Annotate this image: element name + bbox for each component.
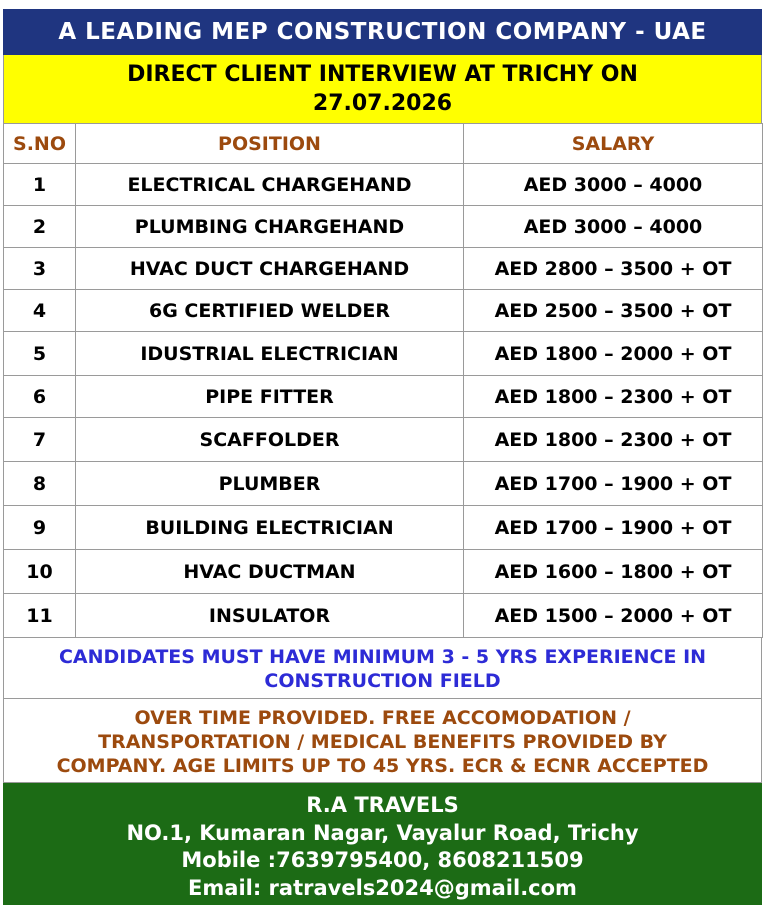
row-sno: 6: [4, 376, 76, 418]
row-position: SCAFFOLDER: [76, 418, 464, 462]
row-salary: AED 1800 – 2300 + OT: [464, 418, 763, 462]
row-position: 6G CERTIFIED WELDER: [76, 290, 464, 332]
interview-banner: [3, 55, 762, 123]
row-position: INSULATOR: [76, 594, 464, 638]
interview-date: 27.07.2026: [312, 91, 453, 116]
table-row: [4, 164, 763, 206]
requirement-line-1: CANDIDATES MUST HAVE MINIMUM 3 - 5 YRS EXPERIENCE IN: [58, 646, 707, 668]
row-salary: AED 3000 – 4000: [464, 164, 763, 206]
column-header-salary: SALARY: [464, 124, 763, 164]
agency-contact: [3, 783, 762, 905]
row-sno: 9: [4, 506, 76, 550]
row-position: PLUMBING CHARGEHAND: [76, 206, 464, 248]
row-sno: 7: [4, 418, 76, 462]
table-header-row: [4, 124, 763, 164]
table-row: [4, 462, 763, 506]
benefits-line-3: COMPANY. AGE LIMITS UP TO 45 YRS. ECR & ECNR ACCEPTED: [56, 755, 709, 777]
table-row: [4, 248, 763, 290]
row-sno: 2: [4, 206, 76, 248]
row-salary: AED 1600 – 1800 + OT: [464, 550, 763, 594]
row-position: ELECTRICAL CHARGEHAND: [76, 164, 464, 206]
table-row: [4, 506, 763, 550]
agency-address: NO.1, Kumaran Nagar, Vayalur Road, Trichy: [126, 820, 639, 845]
job-poster: [3, 9, 762, 905]
table-row: [4, 418, 763, 462]
row-sno: 10: [4, 550, 76, 594]
row-sno: 1: [4, 164, 76, 206]
row-sno: 3: [4, 248, 76, 290]
row-position: IDUSTRIAL ELECTRICIAN: [76, 332, 464, 376]
table-row: [4, 376, 763, 418]
company-title: A LEADING MEP CONSTRUCTION COMPANY - UAE: [3, 9, 762, 55]
row-salary: AED 3000 – 4000: [464, 206, 763, 248]
table-row: [4, 206, 763, 248]
benefits-line-2: TRANSPORTATION / MEDICAL BENEFITS PROVIDED BY: [98, 731, 667, 753]
table-row: [4, 550, 763, 594]
agency-email: Email: ratravels2024@gmail.com: [188, 875, 577, 900]
row-position: BUILDING ELECTRICIAN: [76, 506, 464, 550]
row-position: HVAC DUCT CHARGEHAND: [76, 248, 464, 290]
interview-line-1: DIRECT CLIENT INTERVIEW AT TRICHY ON: [127, 62, 638, 87]
row-salary: AED 1500 – 2000 + OT: [464, 594, 763, 638]
experience-requirement: [3, 638, 762, 699]
agency-mobile: Mobile :7639795400, 8608211509: [181, 848, 584, 872]
agency-name: R.A TRAVELS: [306, 793, 459, 817]
row-sno: 4: [4, 290, 76, 332]
row-position: PLUMBER: [76, 462, 464, 506]
column-header-sno: S.NO: [4, 124, 76, 164]
row-sno: 8: [4, 462, 76, 506]
row-salary: AED 1700 – 1900 + OT: [464, 462, 763, 506]
row-salary: AED 1800 – 2000 + OT: [464, 332, 763, 376]
row-salary: AED 2500 – 3500 + OT: [464, 290, 763, 332]
table-row: [4, 332, 763, 376]
requirement-line-2: CONSTRUCTION FIELD: [264, 670, 501, 692]
benefits-line-1: OVER TIME PROVIDED. FREE ACCOMODATION /: [134, 707, 631, 729]
row-salary: AED 1700 – 1900 + OT: [464, 506, 763, 550]
row-position: HVAC DUCTMAN: [76, 550, 464, 594]
row-sno: 11: [4, 594, 76, 638]
row-salary: AED 2800 – 3500 + OT: [464, 248, 763, 290]
positions-table: [3, 123, 763, 638]
table-row: [4, 594, 763, 638]
column-header-position: POSITION: [76, 124, 464, 164]
row-salary: AED 1800 – 2300 + OT: [464, 376, 763, 418]
benefits-note: [3, 699, 762, 783]
row-sno: 5: [4, 332, 76, 376]
row-position: PIPE FITTER: [76, 376, 464, 418]
table-row: [4, 290, 763, 332]
